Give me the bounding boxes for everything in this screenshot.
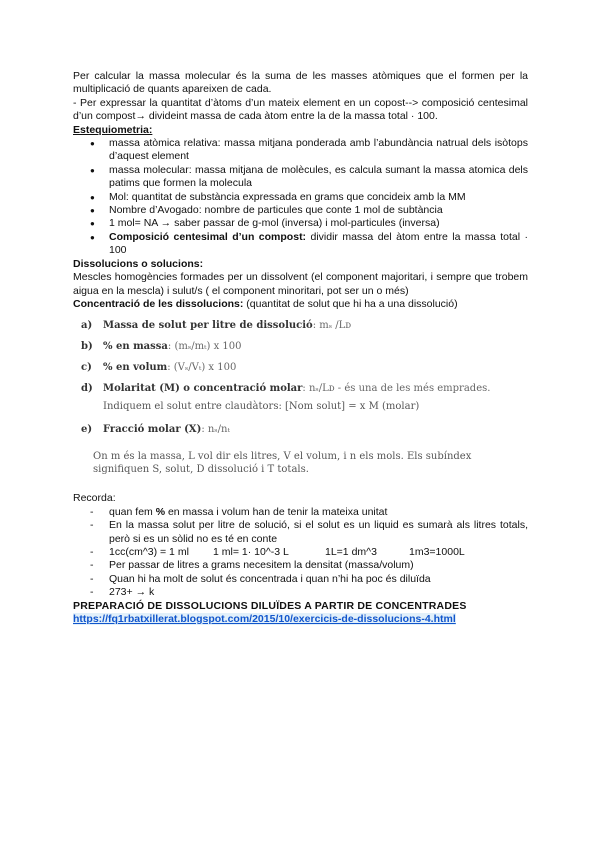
list-item: - 1cc(cm^3) = 1 ml 1 ml= 1· 10^-3 L 1L=1 dm^3 1m3=1000L [73,546,528,559]
concentration-formulas [81,319,528,476]
formula-e: e) Fracció molar (X): nₛ/nₜ [81,424,230,436]
exercises-link[interactable]: https://fq1rbatxillerat.blogspot.com/2015/10/exercicis-de-dissolucions-4.html [73,612,456,625]
list-item: - Quan hi ha molt de solut és concentrada i quan n’hi ha poc és diluïda [73,573,528,586]
dissolucions-heading: Dissolucions o solucions: [73,257,204,270]
list-item: - En la massa solut per litre de solució, si el solut es un liquid es sumarà als litres totals, però si es un sòlid no es té en conte [73,519,528,546]
list-item: - 273+ → k [73,586,528,599]
formula-c: c) % en volum: (Vₛ/Vₜ) x 100 [81,362,237,374]
list-item: ● Nombre d’Avogado: nombre de particules que conte 1 mol de subtància [73,204,528,217]
estequiometria-list [73,137,528,258]
list-item: ● massa atòmica relativa: massa mitjana ponderada amb l’abundància natrual dels isòtops d’aquest element [73,137,528,164]
intro-paragraph-1: Per calcular la massa molecular és la suma de les masses atòmiques que el formen per la multiplicació de quants apareixen de cada. [73,70,528,96]
formula-footnote: On m és la massa, L vol dir els litres, V el volum, i n els mols. Els subíndex signifiquen S, solut, D dissolució i T totals. [93,451,472,476]
intro-paragraph-2: - Per expressar la quantitat d’àtoms d’un mateix element en un copost--> composició centesimal d’un compost→ divideint massa de cada àtom entre la de la massa total · 100. [73,96,528,123]
formula-b: b) % en massa: (mₛ/mₜ) x 100 [81,341,242,353]
formula-a: a) Massa de solut per litre de dissolució: mₛ /Lᴅ [81,320,352,332]
document-page [73,70,528,626]
list-item: - quan fem % en massa i volum han de tenir la mateixa unitat [73,506,528,519]
list-item: ● Composició centesimal d’un compost: dividir massa del àtom entre la massa total · 100 [73,231,528,258]
preparacio-title: PREPARACIÓ DE DISSOLUCIONS DILUÏDES A PARTIR DE CONCENTRADES [73,599,467,612]
recorda-heading: Recorda: [73,492,116,505]
formula-d: d) Molaritat (M) o concentració molar: nₛ/Lᴅ - és una de les més emprades. [81,383,491,395]
concentracio-desc: (quantitat de solut que hi ha a una dissolució) [243,297,458,310]
list-item: ● 1 mol= NA → saber passar de g-mol (inversa) i mol-particules (inversa) [73,217,528,230]
concentracio-heading-line [73,298,528,311]
list-item: ● massa molecular: massa mitjana de molècules, es calcula sumant la massa atomica dels patims que formen la molecula [73,164,528,191]
concentracio-heading: Concentració de les dissolucions: [73,297,244,310]
recorda-list [73,506,528,600]
list-item: ● Mol: quantitat de substància expressada en grams que concideix amb la MM [73,191,528,204]
estequiometria-heading: Estequiometria: [73,123,153,136]
dissolucions-text: Mescles homogències formades per un dissolvent (el component majoritari, i sempre que trobem aigua en la mescla) i sulut/s ( el component minoritari, pot ser un o més) [73,271,528,297]
formula-d-note: Indiquem el solut entre claudàtors: [Nom solut] = x M (molar) [103,401,420,413]
list-item: - Per passar de litres a grams necesitem la densitat (massa/volum) [73,559,528,572]
